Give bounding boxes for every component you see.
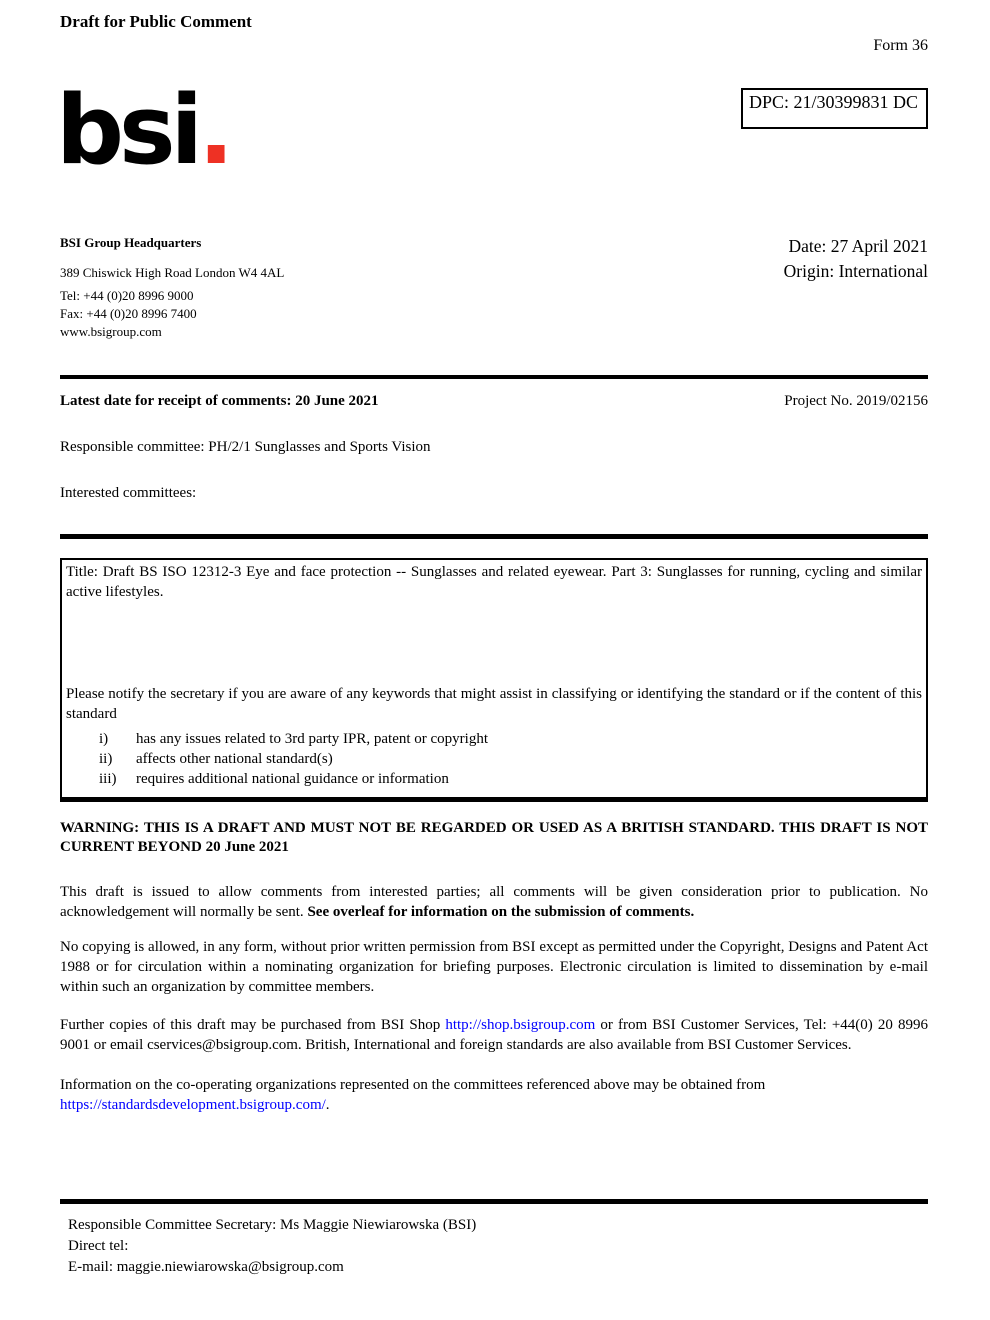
date-origin-block [784, 234, 928, 284]
interested-committees-line: Interested committees: [60, 485, 197, 501]
keywords-item-2-text: affects other national standard(s) [136, 751, 333, 767]
keywords-item-3 [66, 769, 922, 789]
cooperating-organizations-text: Information on the co-operating organizations represented on the committees referenced above may be obtained from [60, 1077, 766, 1093]
hq-address-block [60, 234, 284, 341]
footer-direct-tel-line: Direct tel: [68, 1238, 129, 1254]
bsi-logo-red-dot: . [198, 76, 235, 186]
keywords-list [66, 729, 922, 789]
bsi-logo [56, 76, 235, 186]
doc-type-heading: Draft for Public Comment [60, 12, 252, 31]
header-zone [56, 56, 928, 375]
standards-development-link[interactable]: https://standardsdevelopment.bsigroup.com/ [60, 1097, 326, 1113]
hq-fax: Fax: +44 (0)20 8996 7400 [60, 306, 197, 321]
bsi-shop-link[interactable]: http://shop.bsigroup.com [445, 1017, 596, 1033]
cooperating-organizations-paragraph [60, 1075, 928, 1115]
keywords-item-1 [66, 729, 922, 749]
keywords-item-2 [66, 749, 922, 769]
keywords-item-2-numeral: ii) [99, 751, 113, 767]
further-copies-text-post: or from BSI Customer Services, Tel: +44(0) 20 8996 9001 or email cservices@bsigroup.com. British, International and foreign standards are also available from BSI Customer Services. [60, 1017, 928, 1053]
draft-issued-paragraph [60, 882, 928, 922]
date-line: Date: 27 April 2021 [788, 236, 928, 256]
section-divider-top [60, 375, 928, 379]
project-number: Project No. 2019/02156 [784, 393, 928, 409]
footer-divider [60, 1199, 928, 1204]
standard-title: Title: Draft BS ISO 12312-3 Eye and face protection -- Sunglasses and related eyewear. Part 3: Sunglasses for running, cycling and similar active lifestyles. [66, 564, 922, 600]
origin-line: Origin: International [783, 261, 928, 281]
section-divider-middle [60, 534, 928, 539]
hq-tel: Tel: +44 (0)20 8996 9000 [60, 288, 194, 303]
footer-secretary-line: Responsible Committee Secretary: Ms Maggie Niewiarowska (BSI) [68, 1217, 477, 1233]
bsi-logo-text: bsi [56, 76, 199, 186]
hq-website: www.bsigroup.com [60, 324, 162, 339]
comments-deadline-row [60, 391, 928, 411]
keywords-item-3-text: requires additional national guidance or information [136, 771, 449, 787]
further-copies-paragraph [60, 1015, 928, 1055]
dpc-reference-box [741, 88, 928, 129]
draft-warning-text: WARNING: THIS IS A DRAFT AND MUST NOT BE REGARDED OR USED AS A BRITISH STANDARD. THIS DRAFT IS NOT CURRENT BEYOND 20 June 2021 [60, 820, 928, 855]
dpc-reference-label: DPC: 21/30399831 DC [748, 92, 918, 112]
footer-email-line: E-mail: maggie.niewiarowska@bsigroup.com [68, 1259, 344, 1275]
draft-issued-text: This draft is issued to allow comments from interested parties; all comments will be given consideration prior to publication. No acknowledgement will normally be sent. [60, 884, 928, 920]
overleaf-note: See overleaf for information on the submission of comments. [307, 904, 695, 920]
further-copies-text-pre: Further copies of this draft may be purchased from BSI Shop [60, 1017, 446, 1033]
responsible-committee-line: Responsible committee: PH/2/1 Sunglasses and Sports Vision [60, 439, 431, 455]
footer-contact-block [60, 1215, 928, 1278]
keywords-item-1-text: has any issues related to 3rd party IPR, patent or copyright [136, 731, 489, 747]
keywords-note: Please notify the secretary if you are aware of any keywords that might assist in classifying or identifying the standard or if the content of this standard [66, 686, 922, 722]
keywords-item-3-numeral: iii) [99, 771, 117, 787]
latest-date-line: Latest date for receipt of comments: 20 June 2021 [60, 393, 379, 409]
hq-street: 389 Chiswick High Road London W4 4AL [60, 265, 285, 280]
hq-name: BSI Group Headquarters [60, 235, 202, 250]
title-box [60, 558, 928, 802]
cooperating-organizations-period: . [325, 1097, 330, 1113]
form-number: Form 36 [873, 37, 928, 54]
no-copying-paragraph: No copying is allowed, in any form, without prior written permission from BSI except as permitted under the Copyright, Designs and Patent Act 1988 or for circulation within a nominating organization for briefing purposes. Electronic circulation is limited to dissemination by e-mail within such an organization by committee members. [60, 939, 928, 995]
keywords-item-1-numeral: i) [99, 731, 109, 747]
